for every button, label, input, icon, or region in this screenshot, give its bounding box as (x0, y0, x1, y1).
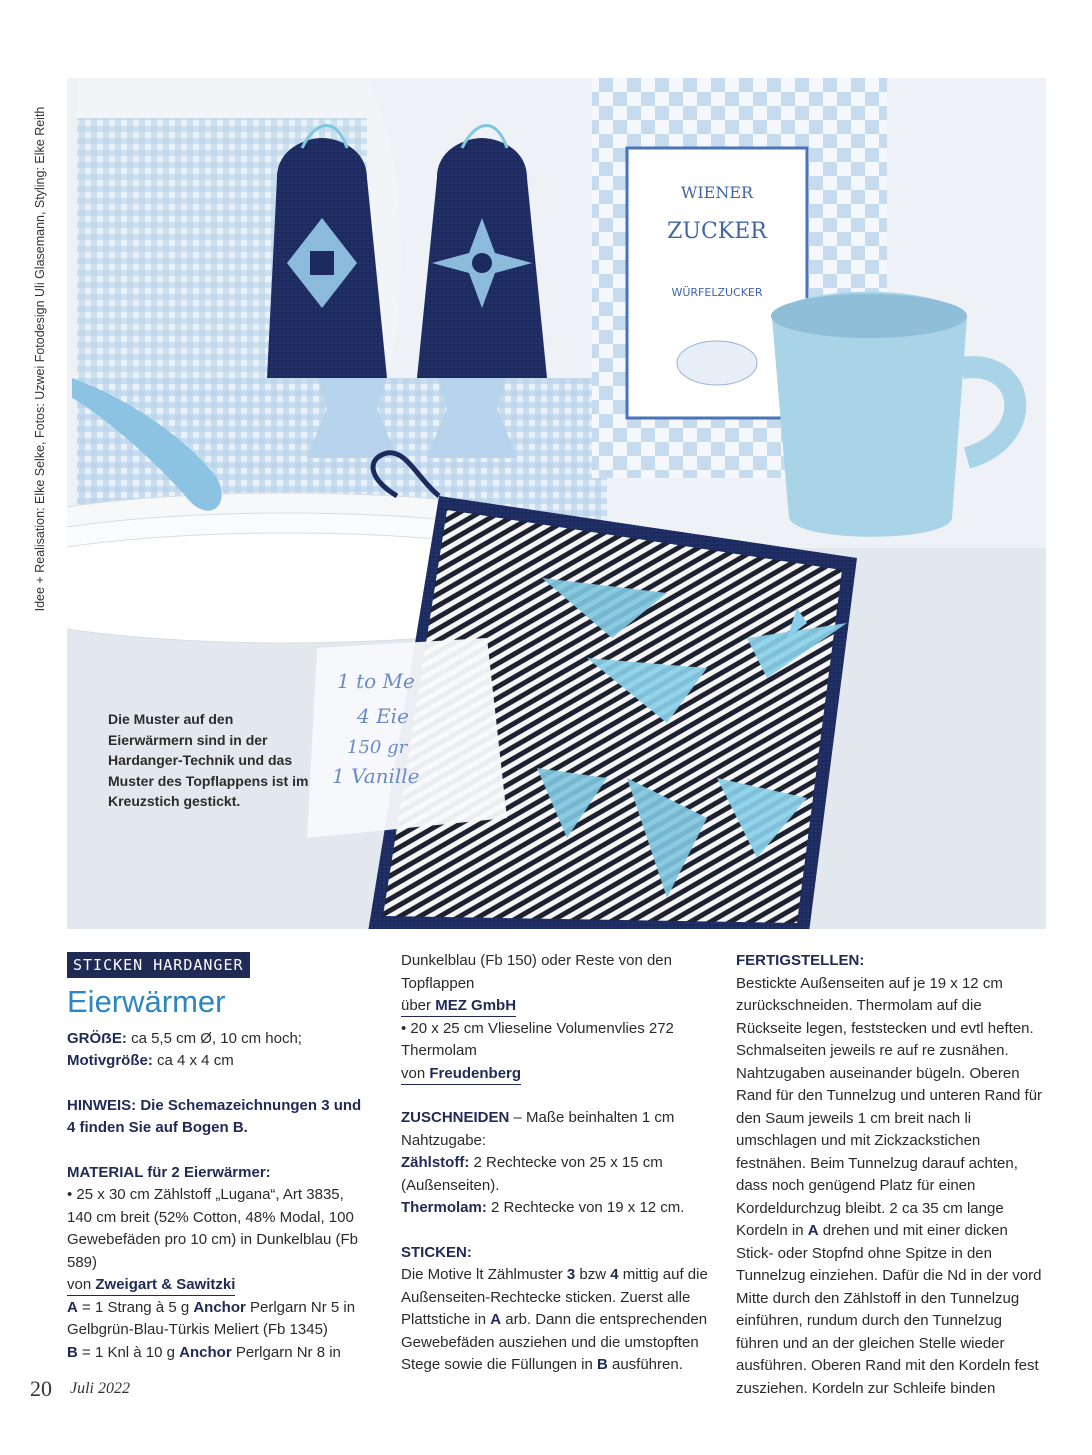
column-2 (401, 950, 721, 1377)
hint-paragraph: HINWEIS: Die Schemazeichnungen 3 und 4 finden Sie auf Bogen B. (67, 1096, 362, 1136)
motif-line: Motivgröße: ca 4 x 4 cm (67, 1052, 234, 1069)
stitch-heading: STICKEN: (401, 1243, 472, 1261)
yarn-b: B = 1 Knl à 10 g Anchor Perlgarn Nr 8 in (67, 1343, 341, 1361)
yarn-a: A = 1 Strang à 5 g Anchor Perlgarn Nr 5 in Gelbgrün-Blau-Türkis Meliert (Fb 1345) (67, 1298, 356, 1338)
column-3 (736, 950, 1048, 1400)
vlies-text: • 20 x 25 cm Vlieseline Volumenvlies 272 Thermolam (401, 1019, 674, 1059)
note-line-3: 150 gr (347, 737, 408, 758)
box-text-2: ZUCKER (667, 219, 767, 244)
finish-paragraph: Bestickte Außenseiten auf je 19 x 12 cm zurückschneiden. Thermolam auf die Rückseite legen, feststecken und evtl heften. Schmalseiten jeweils re auf re zusnähen. Nahtzugaben auseinander bügeln. Oberen Rand für den Tunnelzug und unteren Rand für den Saum jeweils 1 cm breit nach li umschlagen und mit Zickzackstichen festnähen. Beim Tunnelzug darauf achten, dass noch genügend Platz für einen Kordeldurchzug bleibt. 2 ca 35 cm lange Kordeln in A drehen und mit einer dicken Stick- oder Stopfnd ohne Spitze in den Tunnelzug einziehen. Dafür die Nd in der vord Mitte durch den Zählstoff in den Tunnelzug einführen, rundum durch den Tunnelzug führen und an der gleichen Stelle wieder ausführen. Oberen Rand mit den Kordeln fest zusziehen. Kordeln zur Schleife binden (736, 974, 1043, 1397)
material-text: • 25 x 30 cm Zählstoff „Lugana“, Art 3835, 140 cm breit (52% Cotton, 48% Modal, 100 Gewebefäden pro 10 cm) in Dunkelblau (Fb 589) (67, 1186, 358, 1271)
cut-fabric: Zählstoff: 2 Rechtecke von 25 x 15 cm (Außenseiten). (401, 1154, 663, 1194)
cut-paragraph: ZUSCHNEIDEN – Maße beinhalten 1 cm Nahtzugabe: (401, 1109, 675, 1149)
note-line-1: 1 to Me (337, 669, 415, 693)
stitch-paragraph: Die Motive lt Zählmuster 3 bzw 4 mittig auf die Außenseiten-Rechtecke sticken. Zuerst alle Plattstiche in A arb. Dann die entsprechenden Gewebefäden ausziehen und die umstopften Stege sowie die Füllungen in B ausführen. (401, 1266, 708, 1373)
page-number: 20 (30, 1376, 52, 1401)
box-text-1: WIENER (680, 183, 754, 202)
column-1 (67, 950, 372, 1364)
material-heading: MATERIAL für 2 Eierwärmer: (67, 1163, 271, 1181)
photo-caption: Die Muster auf den Eierwärmern sind in der Hardanger-Technik und das Muster des Topflappens ist im Kreuzstich gestickt. (108, 711, 309, 809)
yarn-b-continued: Dunkelblau (Fb 150) oder Reste von den Topflappen (401, 952, 672, 992)
page-title: Eierwärmer (67, 983, 226, 1019)
yarn-b-source: über MEZ GmbH (401, 995, 721, 1018)
finish-heading: FERTIGSTELLEN: (736, 952, 865, 969)
vlies-source: von Freudenberg (401, 1063, 721, 1086)
size-line: GRÖẞE: ca 5,5 cm Ø, 10 cm hoch; (67, 1029, 302, 1047)
box-text-3: WÜRFELZUCKER (671, 286, 763, 299)
section-kicker: STICKEN HARDANGER (67, 952, 250, 978)
note-line-2: 4 Eie (357, 704, 409, 728)
material-source: von Zweigart & Sawitzki (67, 1274, 372, 1297)
issue-date: Juli 2022 (70, 1380, 130, 1397)
cut-thermolam: Thermolam: 2 Rechtecke von 19 x 12 cm. (401, 1199, 685, 1216)
note-line-4: 1 Vanille (332, 764, 420, 788)
photo-credit: Idee + Realisation: Elke Selke, Fotos: Uzwei Fotodesign Uli Glasemann, Styling: Elke Reith (33, 106, 47, 612)
